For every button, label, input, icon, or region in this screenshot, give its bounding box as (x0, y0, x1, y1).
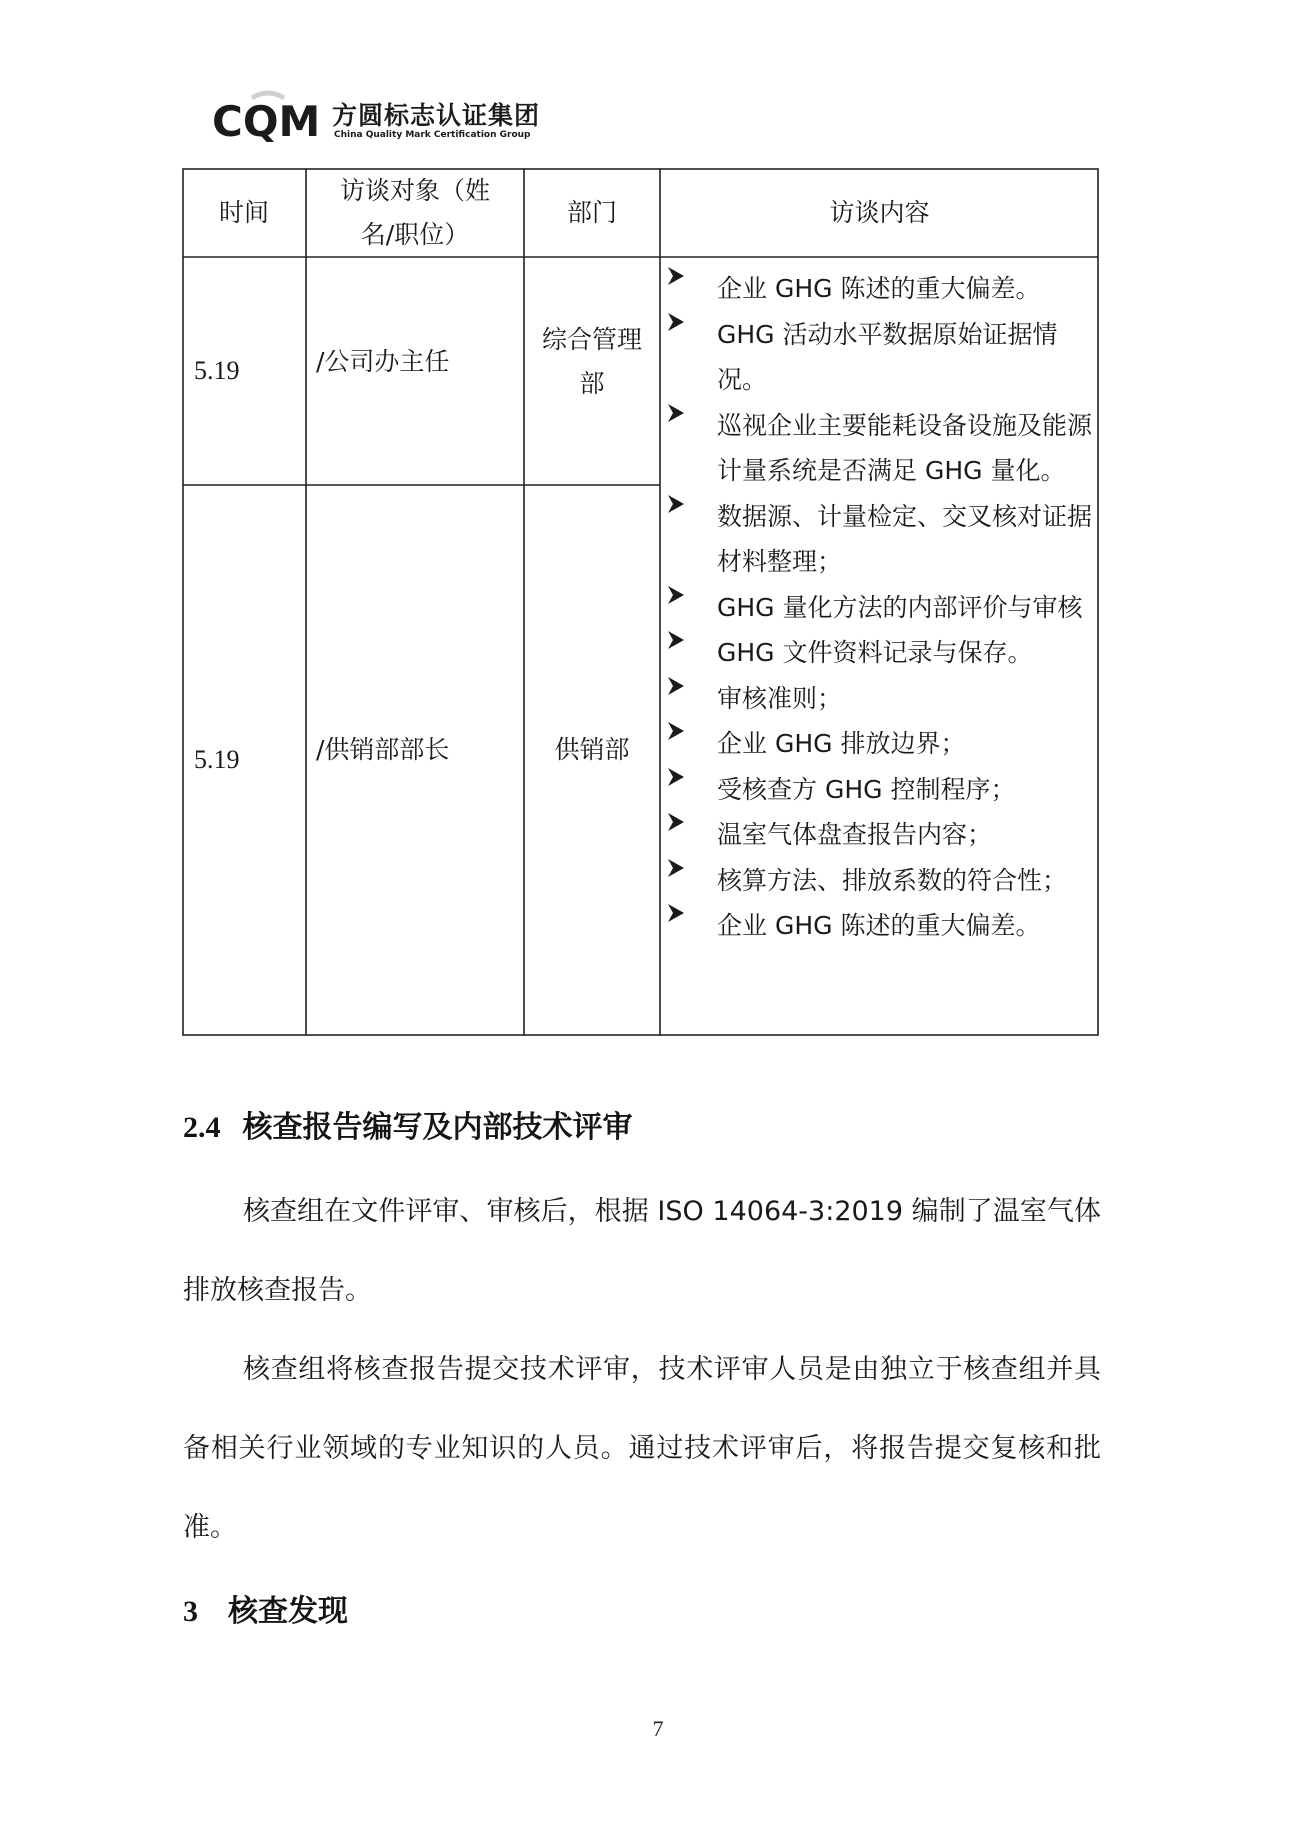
content-list-item (667, 403, 1097, 494)
header-content: 访谈内容 (829, 197, 930, 227)
content-list (667, 266, 1097, 949)
content-item-text: GHG 活动水平数据原始证据情况。 (717, 319, 1058, 394)
logo-chinese-name: 方圆标志认证集团 (332, 101, 541, 130)
row1-interviewee: /公司办主任 (316, 347, 450, 376)
section-number: 3 (183, 1595, 198, 1628)
logo-mark-text: CQM (212, 97, 321, 146)
row2-department: 供销部 (554, 735, 630, 764)
section-title: 核查报告编写及内部技术评审 (242, 1110, 633, 1145)
page-number: 7 (652, 1716, 664, 1741)
arrow-bullet-icon (667, 266, 685, 286)
content-list-item (667, 721, 1097, 767)
content-item-text: 温室气体盘查报告内容； (717, 820, 993, 849)
content-list-item (667, 903, 1097, 949)
arrow-bullet-icon (667, 312, 685, 332)
content-item-text: 受核查方 GHG 控制程序； (717, 774, 1016, 804)
interview-table (182, 168, 1099, 1036)
cqm-logo-icon (212, 86, 324, 146)
content-list-item (667, 266, 1097, 312)
company-logo (212, 86, 632, 146)
arrow-bullet-icon (667, 676, 685, 696)
header-time: 时间 (218, 197, 269, 227)
arrow-bullet-icon (667, 812, 685, 832)
arrow-bullet-icon (667, 903, 685, 923)
paragraph-2: 核查组将核查报告提交技术评审，技术评审人员是由独立于核查组并具备相关行业领域的专业知识的人员。通过技术评审后，将报告提交复核和批准。 (183, 1354, 1101, 1543)
content-list-item (667, 312, 1097, 403)
content-item-text: 巡视企业主要能耗设备设施及能源计量系统是否满足 GHG 量化。 (717, 410, 1093, 485)
content-item-text: GHG 文件资料记录与保存。 (717, 638, 1033, 667)
section-number: 2.4 (183, 1111, 221, 1144)
section-title: 核查发现 (228, 1594, 348, 1629)
content-list-item (667, 676, 1097, 722)
arrow-bullet-icon (667, 585, 685, 605)
content-item-text: 审核准则； (717, 683, 843, 713)
header-department: 部门 (566, 197, 617, 227)
content-item-text: 数据源、计量检定、交叉核对证据材料整理； (717, 501, 1093, 576)
arrow-bullet-icon (667, 858, 685, 878)
content-list-item (667, 767, 1097, 813)
content-item-text: 企业 GHG 陈述的重大偏差。 (717, 911, 1041, 940)
content-item-text: 企业 GHG 陈述的重大偏差。 (717, 274, 1041, 303)
arrow-bullet-icon (667, 767, 685, 787)
logo-english-name: China Quality Mark Certification Group (334, 130, 531, 140)
section-heading-2-4 (183, 1102, 633, 1146)
arrow-bullet-icon (667, 630, 685, 650)
arrow-bullet-icon (667, 403, 685, 423)
content-list-item (667, 812, 1097, 858)
row2-time: 5.19 (194, 745, 240, 774)
section-heading-3 (183, 1586, 348, 1630)
row1-time: 5.19 (194, 356, 240, 385)
header-interviewee: 访谈对象（姓名/职位） (339, 175, 490, 249)
paragraph-1: 核查组在文件评审、审核后，根据 ISO 14064-3:2019 编制了温室气体排放核查报告。 (183, 1196, 1101, 1306)
content-item-text: GHG 量化方法的内部评价与审核 (717, 592, 1083, 622)
content-list-item (667, 494, 1097, 585)
content-list-item (667, 858, 1097, 904)
content-item-text: 企业 GHG 排放边界； (717, 729, 966, 758)
row2-interviewee: /供销部部长 (316, 735, 450, 764)
content-list-item (667, 585, 1097, 631)
arrow-bullet-icon (667, 721, 685, 741)
row1-department: 综合管理部 (541, 325, 642, 398)
content-item-text: 核算方法、排放系数的符合性； (717, 865, 1068, 895)
arrow-bullet-icon (667, 494, 685, 514)
content-list-item (667, 630, 1097, 676)
